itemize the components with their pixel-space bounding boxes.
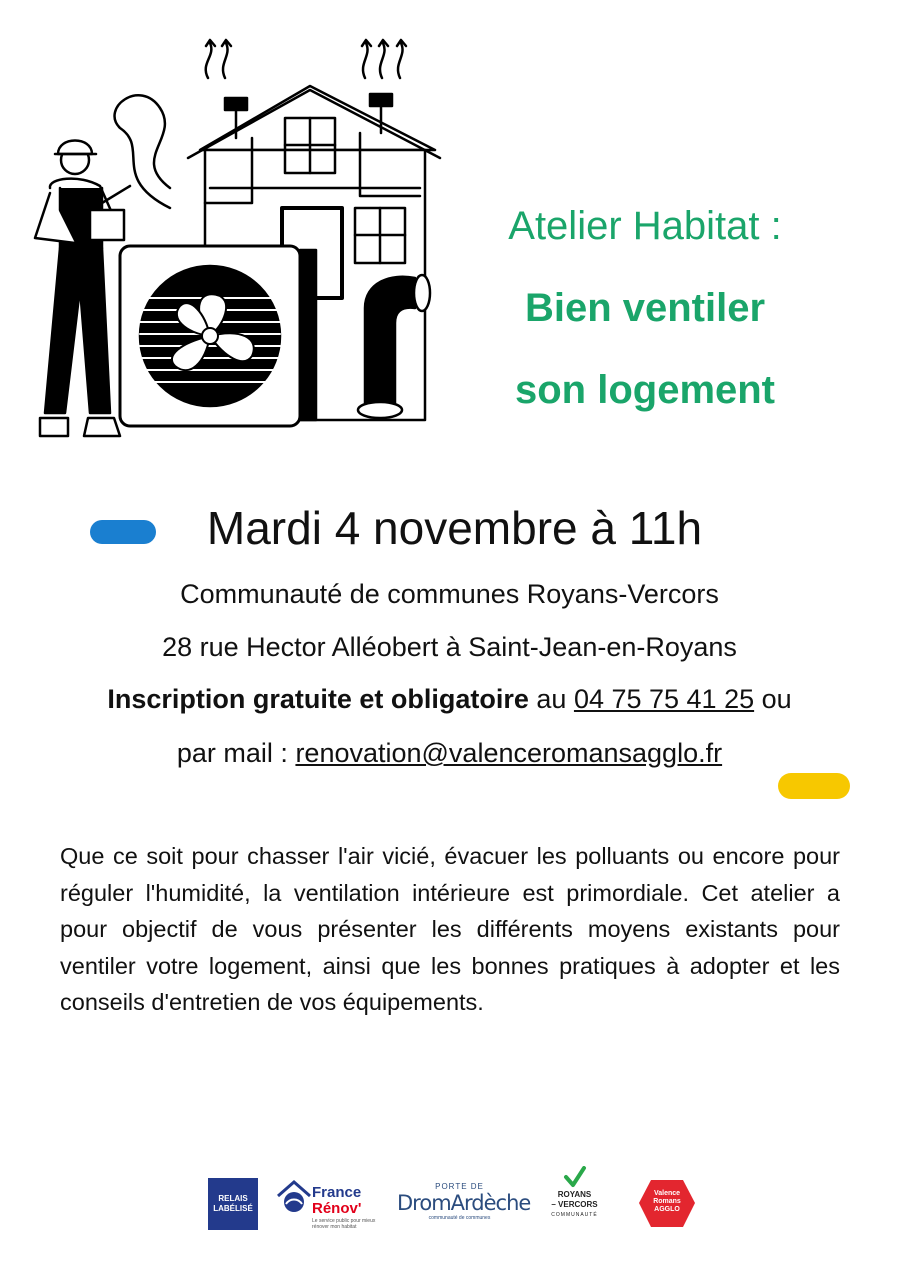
relais-labelise-logo: RELAIS LABÉLISÉ [208,1178,258,1230]
france-renov-logo [276,1174,391,1232]
title-block [470,200,820,446]
drom-main: DromArdèche [397,1191,531,1215]
checkmark-icon [563,1166,587,1188]
agglo-line-2: Romans [653,1198,681,1205]
email-line [0,735,899,771]
registration-label: Inscription gratuite et obligatoire [107,684,529,714]
france-renov-house-icon [276,1178,312,1218]
yellow-accent-pill [778,773,850,799]
agglo-text [637,1190,697,1214]
title-line-3: son logement [514,368,776,412]
rv-sub: COMMUNAUTÉ [551,1212,598,1218]
drom-top: PORTE DE [435,1182,484,1191]
partner-logos [172,1152,727,1242]
drom-sub: communauté de communes [428,1215,491,1221]
rv-line-2: – VERCORS [551,1200,598,1209]
ventilation-illustration [20,38,460,448]
agglo-line-3: AGGLO [654,1206,680,1213]
title-line-1: Atelier Habitat : [508,204,782,248]
phone-link[interactable]: 04 75 75 41 25 [573,684,755,714]
valence-romans-agglo-logo [637,1176,697,1231]
event-venue: Communauté de communes Royans-Vercors [180,579,719,609]
mail-prefix: par mail : [176,738,296,768]
rv-line-1: ROYANS [557,1190,592,1199]
drom-ardeche-logo [397,1182,531,1227]
email-link[interactable]: renovation@valenceromansagglo.fr [295,738,723,768]
event-address: 28 rue Hector Alléobert à Saint-Jean-en-Royans [162,632,737,662]
registration-line [0,681,899,717]
royans-vercors-logo [542,1166,607,1226]
registration-connector: au [528,684,574,714]
agglo-line-1: Valence [653,1190,681,1197]
france-renov-word-1: France [312,1184,362,1201]
description-paragraph: Que ce soit pour chasser l'air vicié, évacuer les polluants ou encore pour réguler l'humidité, la ventilation intérieure est primordiale. Cet atelier a pour objectif de vous présenter les différents moyens existants pour ventiler votre logement, ainsi que les bonnes pratiques à adopter et les conseils d'entretien de vos équipements. [60,843,840,1015]
france-renov-word-2: Rénov' [312,1200,362,1217]
france-renov-tagline: Le service public pour mieux rénover mon habitat [312,1218,376,1230]
title-line-2: Bien ventiler [524,286,766,330]
registration-or: ou [754,684,792,714]
event-date: Mardi 4 novembre à 11h [206,502,703,554]
